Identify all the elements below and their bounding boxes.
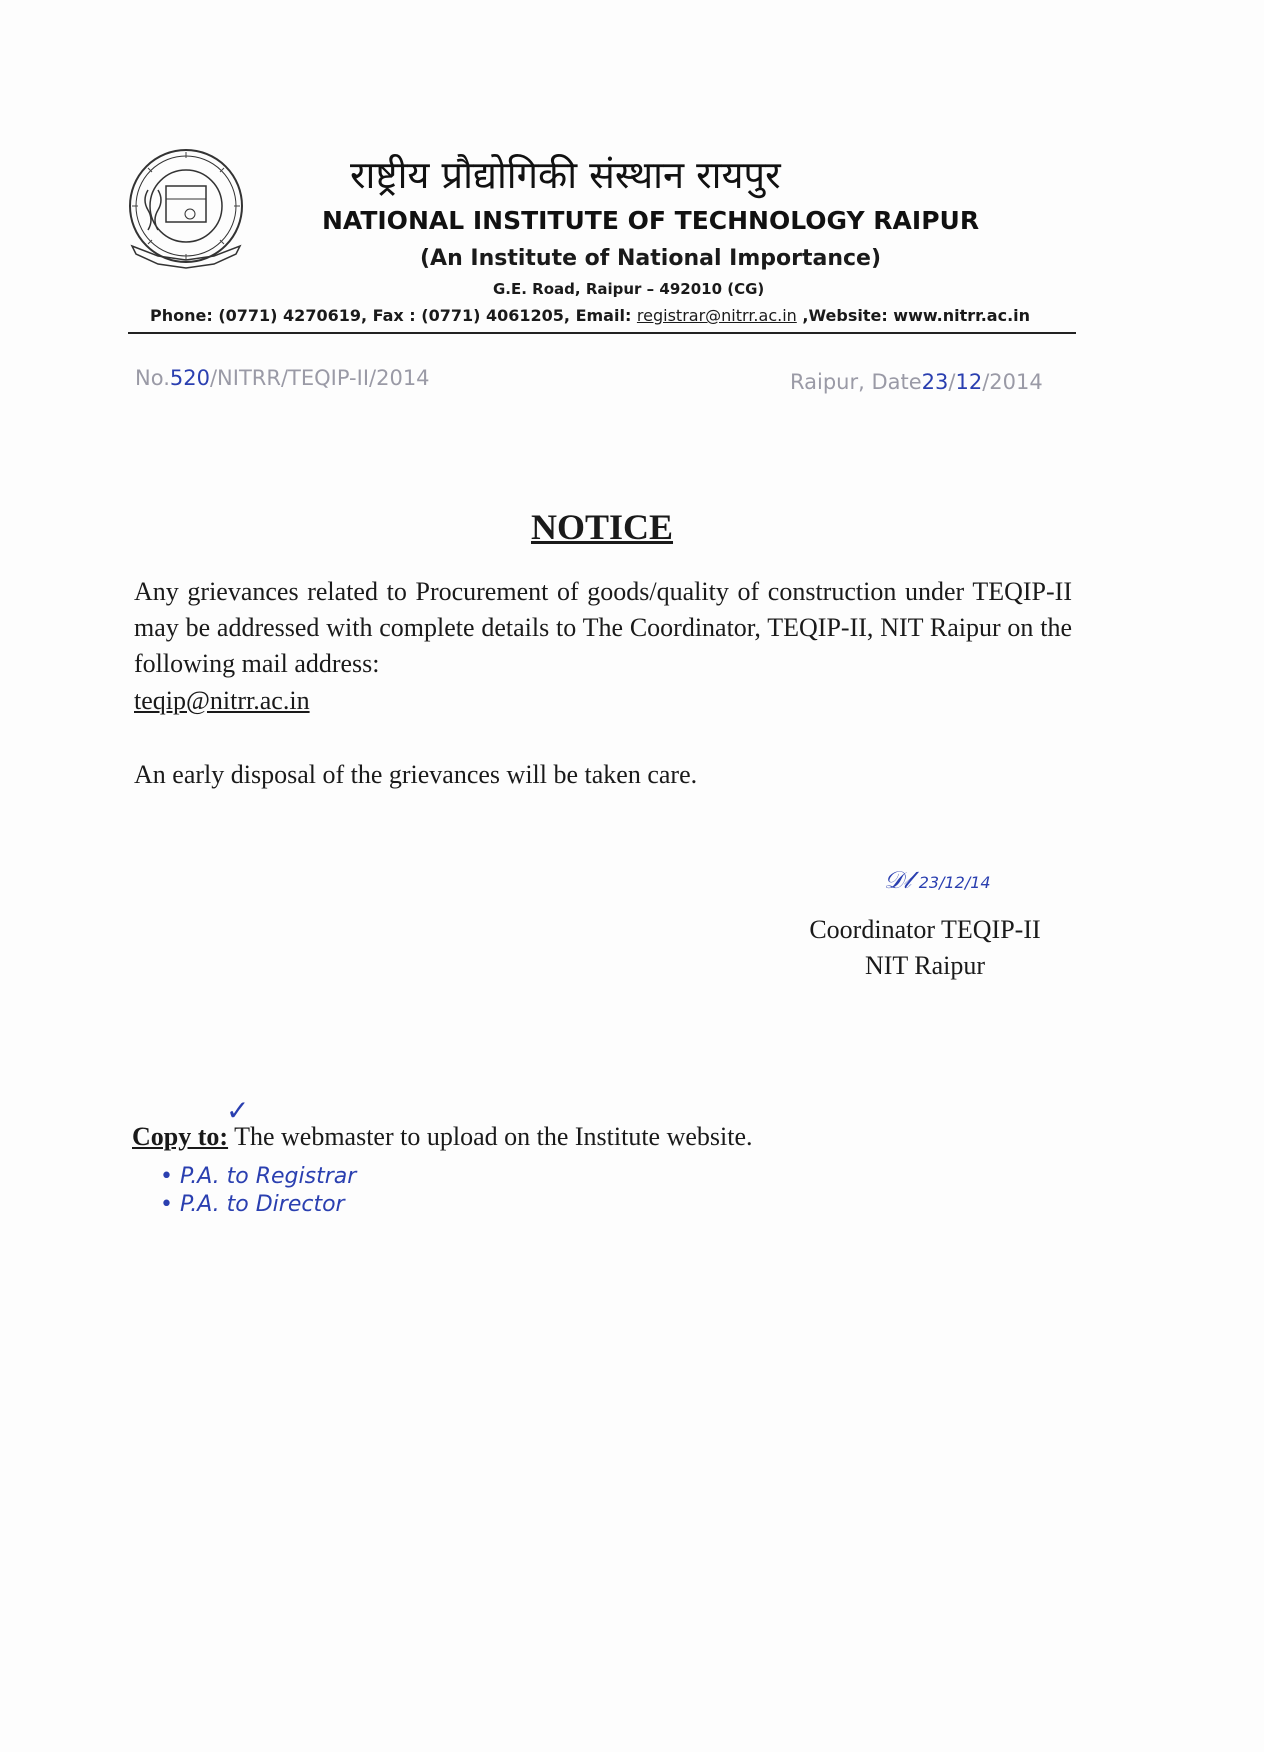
date-month: 12 bbox=[955, 370, 983, 394]
signatory-institute: NIT Raipur bbox=[864, 951, 986, 980]
date-prefix: Raipur, Date bbox=[790, 370, 922, 394]
copy-to-line bbox=[132, 1122, 753, 1152]
checkmark-icon: ✓ bbox=[226, 1094, 250, 1127]
signature-block bbox=[760, 912, 1090, 984]
reference-prefix: No. bbox=[135, 366, 170, 390]
handwritten-copy-item: • P.A. to Registrar bbox=[160, 1164, 357, 1189]
notice-closing-paragraph: An early disposal of the grievances will be taken care. bbox=[134, 760, 698, 789]
notice-paragraph: Any grievances related to Procurement of goods/quality of construction under TEQIP-II may be addressed with complete details to The Coordinator, TEQIP-II, NIT Raipur on the following mail address: bbox=[134, 577, 1072, 678]
signature-date: 23/12/14 bbox=[918, 873, 991, 892]
notice-title: NOTICE bbox=[530, 507, 674, 547]
institute-subtitle: (An Institute of National Importance) bbox=[420, 246, 882, 271]
teqip-email-link[interactable]: teqip@nitrr.ac.in bbox=[134, 686, 310, 715]
contact-line bbox=[150, 306, 1030, 325]
header-divider bbox=[128, 332, 1076, 334]
reference-suffix: /NITRR/TEQIP-II/2014 bbox=[209, 366, 430, 390]
website-text: ,Website: www.nitrr.ac.in bbox=[796, 306, 1031, 325]
date-suffix: /2014 bbox=[982, 370, 1043, 394]
institute-address: G.E. Road, Raipur – 492010 (CG) bbox=[493, 280, 765, 298]
copy-to-text: The webmaster to upload on the Institute website. bbox=[228, 1122, 753, 1151]
institute-name: NATIONAL INSTITUTE OF TECHNOLOGY RAIPUR bbox=[322, 206, 980, 235]
copy-to-label: Copy to: bbox=[132, 1122, 229, 1151]
institute-logo bbox=[118, 144, 254, 280]
registrar-email-link[interactable]: registrar@nitrr.ac.in bbox=[636, 306, 797, 325]
notice-date bbox=[790, 370, 1043, 394]
reference-handwritten-number: 520 bbox=[169, 366, 210, 390]
contact-phone-fax: Phone: (0771) 4270619, Fax : (0771) 4061205, Email: bbox=[150, 306, 637, 325]
handwritten-signature bbox=[884, 866, 991, 894]
signature-initials-icon: 𝒟𝓁 bbox=[884, 866, 919, 894]
date-sep: / bbox=[948, 370, 956, 394]
date-day: 23 bbox=[921, 370, 949, 394]
reference-number bbox=[135, 366, 430, 390]
institute-name-hindi: राष्ट्रीय प्रौद्योगिकी संस्थान रायपुर bbox=[350, 153, 781, 197]
signatory-designation: Coordinator TEQIP-II bbox=[809, 915, 1041, 944]
handwritten-copy-item: • P.A. to Director bbox=[160, 1192, 345, 1217]
